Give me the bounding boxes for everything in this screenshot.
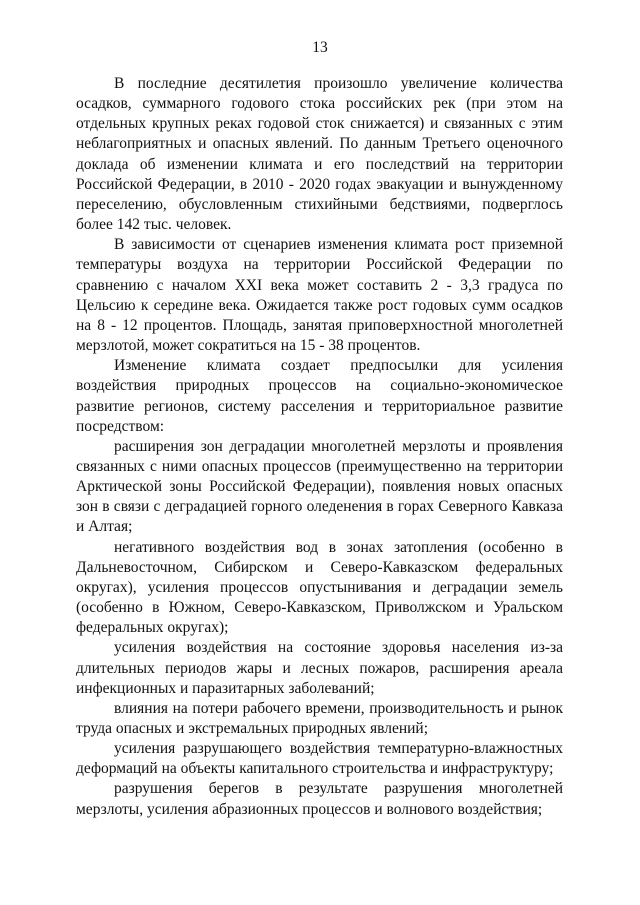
list-item-labor: влияния на потери рабочего времени, производительность и рынок труда опасных и экстремальных природных явлений; [76,699,563,737]
paragraph-temperature-scenarios: В зависимости от сценариев изменения климата рост приземной температуры воздуха на территории Российской Федерации по сравнению с началом XXI века может составить 2 - 3,3 градуса по Цельсию к середине века. Ожидается также рост годовых сумм осадков на 8 - 12 процентов. Площадь, занятая приповерхностной многолетней мерзлотой, может сократиться на 15 - 38 процентов. [76,236,563,355]
list-item-permafrost: расширения зон деградации многолетней мерзлоты и проявления связанных с ними опасных процессов (преимущественно на территории Арктической зоны Российской Федерации), появления новых опасных зон в связи с деградацией горного оледенения в горах Северного Кавказа и Алтая; [76,437,563,536]
paragraph-precipitation: В последние десятилетия произошло увеличение количества осадков, суммарного годового стока российских рек (при этом на отдельных крупных реках годовой сток снижается) и связанных с этим неблагоприятных и опасных явлений. По данным Третьего оценочного доклада об изменении климата и его последствий на территории Российской Федерации, в 2010 - 2020 годах эвакуации и вынужденному переселению, обусловленным стихийными бедствиями, подверглось более 142 тыс. человек. [76,75,563,234]
list-item-coastal-erosion: разрушения берегов в результате разрушения многолетней мерзлоты, усиления абразионных процессов и волнового воздействия; [76,780,563,818]
list-item-flooding: негативного воздействия вод в зонах затопления (особенно в Дальневосточном, Сибирском и Северо-Кавказском федеральных округах), усиления процессов опустынивания и деградации земель (особенно в Южном, Северо-Кавказском, Приволжском и Уральском федеральных округах); [76,538,563,637]
page-number: 13 [312,39,328,56]
document-body [76,74,563,820]
list-item-construction: усиления разрушающего воздействия температурно-влажностных деформаций на объекты капитального строительства и инфраструктуру; [76,740,563,778]
list-item-health: усиления воздействия на состояние здоровья населения из-за длительных периодов жары и лесных пожаров, расширения ареала инфекционных и паразитарных заболеваний; [76,639,563,697]
paragraph-climate-impact-intro: Изменение климата создает предпосылки для усиления воздействия природных процессов на социально-экономическое развитие регионов, систему расселения и территориальное развитие посредством: [76,357,563,435]
